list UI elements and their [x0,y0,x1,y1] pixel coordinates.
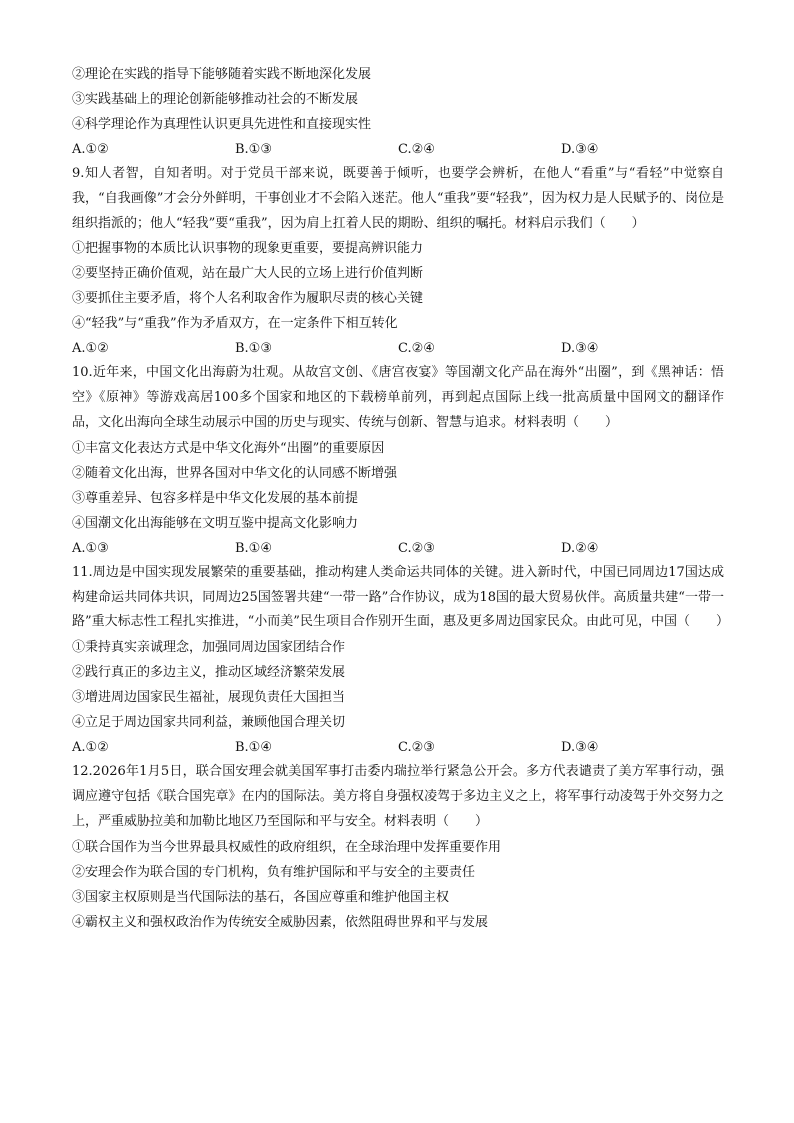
option-b: B.①③ [235,142,272,157]
prev-statement-4: ④科学理论作为真理性认识更具先进性和直接现实性 [72,117,372,132]
option-b: B.①③ [235,341,272,357]
prev-statement-3: ③实践基础上的理论创新能够推动社会的不断发展 [72,92,359,107]
q11-statement-2: ②践行真正的多边主义，推动区域经济繁荣发展 [72,665,346,681]
option-d: D.③④ [561,341,599,357]
q9-options [72,336,724,361]
q9-stem: 9.知人者智，自知者明。对于党员干部来说，既要善于倾听，也要学会辨析，在他人“看重”与“看轻”中觉察自我，“自我画像”才会分外鲜明，干事创业才不会陷入迷茫。他人“重我”要“轻我”，因为权力是人民赋予的、岗位是组织指派的；他人“轻我”要“重我”，因为肩上扛着人民的期盼、组织的嘱托。材料启示我们（ ） [72,166,724,231]
option-c: C.②④ [398,142,435,157]
q10-statement-4: ④国潮文化出海能够在文明互鉴中提高文化影响力 [72,515,359,531]
q9-statement-1: ①把握事物的本质比认识事物的现象更重要，要提高辨识能力 [72,241,424,257]
q11-statement-1: ①秉持真实亲诚理念，加强同周边国家团结合作 [72,640,346,656]
q12-statement-3: ③国家主权原则是当代国际法的基石，各国应尊重和维护他国主权 [72,889,450,905]
q12-statement-2: ②安理会作为联合国的专门机构，负有维护国际和平与安全的主要责任 [72,864,476,880]
q12-statement-1: ①联合国作为当今世界最具权威性的政府组织，在全球治理中发挥重要作用 [72,839,502,855]
q11-stem: 11.周边是中国实现发展繁荣的重要基础，推动构建人类命运共同体的关键。进入新时代，中国已同周边17国达成构建命运共同体共识，同周边25国签署共建“一带一路”合作协议，成为18国的最大贸易伙伴。高质量共建“一带一路”重大标志性工程扎实推进，“小而美”民生项目合作别开生面，惠及更多周边国家民众。由此可见，中国（ ） [72,564,729,630]
q9-statement-4: ④“轻我”与“重我”作为矛盾双方，在一定条件下相互转化 [72,316,398,332]
option-a: A.①② [72,142,109,157]
option-b: B.①④ [235,740,272,756]
option-d: D.②④ [561,540,599,556]
q12-statement-4: ④霸权主义和强权政治作为传统安全威胁因素，依然阻碍世界和平与发展 [72,914,489,930]
option-b: B.①④ [235,540,272,556]
option-a: A.①② [72,740,109,756]
q10-options [72,536,724,561]
q10-statement-3: ③尊重差异、包容多样是中华文化发展的基本前提 [72,490,359,506]
exam-page [72,62,729,935]
option-c: C.②③ [398,740,435,756]
prev-statement-2: ②理论在实践的指导下能够随着实践不断地深化发展 [72,67,372,82]
q9-statement-2: ②要坚持正确价值观，站在最广大人民的立场上进行价值判断 [72,266,424,282]
q9-statement-3: ③要抓住主要矛盾，将个人名利取舍作为履职尽责的核心关键 [72,291,424,307]
q10-stem: 10.近年来，中国文化出海蔚为壮观。从故宫文创、《唐宫夜宴》等国潮文化产品在海外“出圈”，到《黑神话：悟空》《原神》等游戏高居100多个国家和地区的下载榜单前列，再到起点国际上线一批高质量中国网文的翻译作品，文化出海向全球生动展示中国的历史与现实、传统与创新、智慧与追求。材料表明（ ） [72,365,724,430]
q11-options [72,735,724,760]
option-d: D.③④ [561,740,599,756]
q11-statement-4: ④立足于周边国家共同利益，兼顾他国合理关切 [72,715,346,731]
prev-options [72,137,724,162]
option-a: A.①② [72,341,109,357]
option-c: C.②③ [398,540,435,556]
option-a: A.①③ [72,540,109,556]
q11-statement-3: ③增进周边国家民生福祉，展现负责任大国担当 [72,690,346,706]
option-d: D.③④ [561,142,599,157]
q12-stem: 12.2026年1月5日，联合国安理会就美国军事打击委内瑞拉举行紧急公开会。多方代表谴责了美方军事行动，强调应遵守包括《联合国宪章》在内的国际法。美方将自身强权凌驾于多边主义之上，将军事行动凌驾于外交努力之上，严重威胁拉美和加勒比地区乃至国际和平与安全。材料表明（ ） [72,764,724,829]
q10-statement-1: ①丰富文化表达方式是中华文化海外“出圈”的重要原因 [72,440,385,456]
q10-statement-2: ②随着文化出海，世界各国对中华文化的认同感不断增强 [72,465,398,481]
option-c: C.②④ [398,341,435,357]
